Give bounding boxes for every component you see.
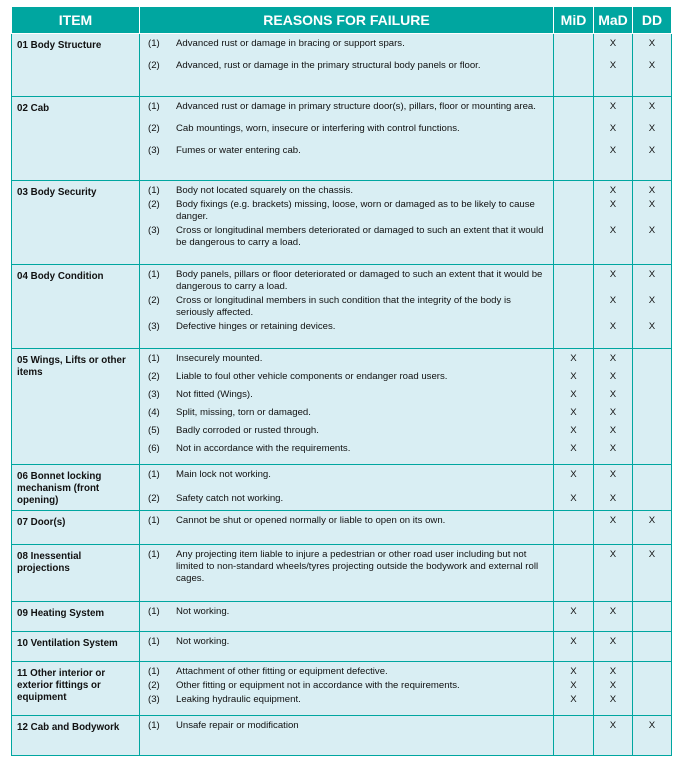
mid-mark: X	[570, 389, 577, 400]
mid-cell	[554, 97, 594, 181]
reasons-cell	[140, 181, 554, 265]
reason-text: Split, missing, torn or damaged.	[176, 407, 311, 418]
mad-cell	[594, 465, 633, 511]
mad-mark: X	[609, 680, 617, 691]
mad-mark: X	[609, 515, 617, 526]
mid-mark	[554, 513, 593, 527]
reason-line	[144, 513, 549, 527]
reason-number: (3)	[148, 694, 160, 705]
reason-line	[144, 99, 549, 113]
reason-number: (1)	[148, 101, 160, 112]
mid-mark: X	[570, 469, 577, 480]
dd-mark	[633, 467, 671, 481]
mad-cell	[594, 662, 633, 716]
mid-mark	[554, 718, 593, 732]
header-mid: MiD	[554, 7, 594, 34]
item-name: 06 Bonnet locking mechanism (front opening)	[12, 465, 140, 511]
dd-mark: X	[648, 295, 656, 306]
header-reasons: REASONS FOR FAILURE	[140, 7, 554, 34]
reason-text: Liable to foul other vehicle components or endanger road users.	[176, 371, 448, 382]
reasons-cell	[140, 602, 554, 632]
mad-mark: X	[609, 606, 617, 617]
reason-text: Leaking hydraulic equipment.	[176, 694, 301, 705]
dd-cell	[633, 465, 672, 511]
mad-mark: X	[609, 666, 617, 677]
mid-mark: X	[570, 680, 577, 691]
mad-mark: X	[609, 145, 617, 156]
mid-mark	[554, 267, 593, 293]
dd-mark	[633, 678, 671, 692]
reason-line	[144, 351, 549, 365]
reason-text: Attachment of other fitting or equipment defective.	[176, 666, 388, 677]
dd-mark	[633, 634, 671, 648]
table-row	[12, 97, 672, 181]
item-name: 05 Wings, Lifts or other items	[12, 349, 140, 465]
reason-number: (1)	[148, 185, 160, 196]
reasons-cell	[140, 34, 554, 97]
mad-mark: X	[609, 425, 617, 436]
mad-cell	[594, 34, 633, 97]
dd-mark	[633, 441, 671, 455]
dd-cell	[633, 716, 672, 756]
dd-mark	[633, 692, 671, 706]
mad-mark: X	[609, 694, 617, 705]
reason-line	[144, 491, 549, 505]
reason-text: Not fitted (Wings).	[176, 389, 253, 400]
mid-cell	[554, 34, 594, 97]
dd-cell	[633, 97, 672, 181]
reason-number: (3)	[148, 321, 160, 332]
reason-text: Safety catch not working.	[176, 493, 284, 504]
dd-cell	[633, 602, 672, 632]
mid-cell	[554, 632, 594, 662]
reason-line	[144, 678, 549, 692]
table-row	[12, 349, 672, 465]
mad-mark: X	[609, 493, 617, 504]
dd-cell	[633, 181, 672, 265]
reasons-cell	[140, 716, 554, 756]
item-name: 09 Heating System	[12, 602, 140, 632]
reason-number: (2)	[148, 123, 160, 134]
reason-text: Not working.	[176, 636, 230, 647]
reason-text: Cannot be shut or opened normally or liable to open on its own.	[176, 515, 446, 526]
dd-cell	[633, 632, 672, 662]
mad-mark: X	[609, 60, 617, 71]
mad-mark: X	[609, 199, 617, 210]
mid-mark	[554, 99, 593, 113]
table-row	[12, 545, 672, 602]
reason-number: (6)	[148, 443, 160, 454]
reason-line	[144, 718, 549, 732]
mad-mark: X	[609, 549, 617, 560]
dd-mark: X	[648, 101, 656, 112]
item-name: 11 Other interior or exterior fittings or equipment	[12, 662, 140, 716]
item-name: 12 Cab and Bodywork	[12, 716, 140, 756]
mad-cell	[594, 716, 633, 756]
dd-mark: X	[648, 185, 656, 196]
reason-text: Body panels, pillars or floor deteriorated or damaged to such an extent that it would be dangerous to carry a load.	[176, 269, 543, 292]
reason-number: (2)	[148, 199, 160, 210]
reason-number: (1)	[148, 469, 160, 480]
reason-line	[144, 143, 549, 157]
item-name: 04 Body Condition	[12, 265, 140, 349]
mid-cell	[554, 181, 594, 265]
table-header-row	[12, 7, 672, 34]
dd-mark: X	[648, 123, 656, 134]
dd-mark: X	[648, 145, 656, 156]
table-row	[12, 181, 672, 265]
item-name: 10 Ventilation System	[12, 632, 140, 662]
mad-cell	[594, 97, 633, 181]
mid-cell	[554, 511, 594, 545]
mid-mark: X	[570, 443, 577, 454]
reason-text: Fumes or water entering cab.	[176, 145, 301, 156]
mad-mark: X	[609, 371, 617, 382]
mid-mark	[554, 293, 593, 319]
reason-number: (1)	[148, 353, 160, 364]
dd-mark	[633, 405, 671, 419]
mad-cell	[594, 511, 633, 545]
reason-line	[144, 223, 549, 249]
mid-mark	[554, 223, 593, 249]
reasons-cell	[140, 265, 554, 349]
dd-mark: X	[648, 321, 656, 332]
reason-line	[144, 664, 549, 678]
dd-mark: X	[648, 549, 656, 560]
mad-mark: X	[609, 353, 617, 364]
reasons-cell	[140, 97, 554, 181]
reason-text: Any projecting item liable to injure a pedestrian or other road user including but not limited to non-standard wheels/tyres projecting outside the bodywork and external roll cages.	[176, 549, 539, 584]
mid-mark: X	[570, 606, 577, 617]
mid-mark: X	[570, 636, 577, 647]
mad-mark: X	[609, 38, 617, 49]
table-row	[12, 465, 672, 511]
mid-mark	[554, 58, 593, 72]
reason-number: (2)	[148, 493, 160, 504]
reason-text: Unsafe repair or modification	[176, 720, 299, 731]
mid-mark: X	[570, 353, 577, 364]
table-row	[12, 34, 672, 97]
reason-line	[144, 267, 549, 293]
header-dd: DD	[633, 7, 672, 34]
mad-mark: X	[609, 225, 617, 236]
dd-mark: X	[648, 720, 656, 731]
dd-mark	[633, 604, 671, 618]
mad-cell	[594, 349, 633, 465]
dd-cell	[633, 349, 672, 465]
table-row	[12, 716, 672, 756]
mid-mark: X	[570, 407, 577, 418]
dd-mark	[633, 351, 671, 365]
mid-cell	[554, 545, 594, 602]
mid-mark: X	[570, 371, 577, 382]
mad-cell	[594, 545, 633, 602]
reason-text: Advanced, rust or damage in the primary structural body panels or floor.	[176, 60, 481, 71]
table-row	[12, 662, 672, 716]
reason-line	[144, 319, 549, 333]
reason-number: (3)	[148, 145, 160, 156]
reason-text: Cross or longitudinal members deteriorated or damaged to such an extent that it would be dangerous to carry a load.	[176, 225, 544, 248]
reason-number: (2)	[148, 371, 160, 382]
mid-mark	[554, 319, 593, 333]
mad-cell	[594, 602, 633, 632]
dd-mark	[633, 387, 671, 401]
reasons-cell	[140, 632, 554, 662]
dd-mark: X	[648, 199, 656, 210]
reason-number: (1)	[148, 666, 160, 677]
mid-mark: X	[570, 493, 577, 504]
reasons-cell	[140, 545, 554, 602]
mid-mark: X	[570, 694, 577, 705]
reason-line	[144, 183, 549, 197]
mad-mark: X	[609, 636, 617, 647]
reason-line	[144, 547, 549, 585]
mad-mark: X	[609, 407, 617, 418]
dd-mark: X	[648, 225, 656, 236]
reason-line	[144, 634, 549, 648]
mad-mark: X	[609, 123, 617, 134]
dd-cell	[633, 511, 672, 545]
mid-cell	[554, 602, 594, 632]
mid-cell	[554, 662, 594, 716]
reason-line	[144, 604, 549, 618]
reason-number: (2)	[148, 60, 160, 71]
item-name: 02 Cab	[12, 97, 140, 181]
table-row	[12, 602, 672, 632]
table-row	[12, 632, 672, 662]
table-row	[12, 265, 672, 349]
reason-number: (1)	[148, 549, 160, 560]
dd-mark: X	[648, 269, 656, 280]
reason-line	[144, 692, 549, 706]
reason-text: Badly corroded or rusted through.	[176, 425, 319, 436]
mid-mark	[554, 121, 593, 135]
mad-mark: X	[609, 295, 617, 306]
reason-number: (1)	[148, 515, 160, 526]
reason-line	[144, 121, 549, 135]
mad-mark: X	[609, 443, 617, 454]
reason-number: (5)	[148, 425, 160, 436]
dd-cell	[633, 662, 672, 716]
mad-cell	[594, 632, 633, 662]
dd-mark: X	[648, 38, 656, 49]
reason-line	[144, 387, 549, 401]
reason-number: (4)	[148, 407, 160, 418]
dd-cell	[633, 34, 672, 97]
mad-cell	[594, 181, 633, 265]
reasons-cell	[140, 511, 554, 545]
reason-number: (1)	[148, 636, 160, 647]
reason-text: Advanced rust or damage in primary structure door(s), pillars, floor or mounting area.	[176, 101, 536, 112]
mad-mark: X	[609, 720, 617, 731]
reasons-cell	[140, 465, 554, 511]
reason-line	[144, 441, 549, 455]
reason-number: (1)	[148, 720, 160, 731]
dd-mark	[633, 491, 671, 505]
reason-line	[144, 293, 549, 319]
mad-mark: X	[609, 269, 617, 280]
dd-cell	[633, 265, 672, 349]
failure-table-container	[11, 6, 671, 756]
reason-text: Body not located squarely on the chassis.	[176, 185, 354, 196]
mid-cell	[554, 349, 594, 465]
mid-mark	[554, 547, 593, 585]
mid-mark	[554, 197, 593, 223]
reason-number: (1)	[148, 606, 160, 617]
mad-mark: X	[609, 185, 617, 196]
reason-number: (2)	[148, 295, 160, 306]
item-name: 08 Inessential projections	[12, 545, 140, 602]
dd-mark: X	[648, 515, 656, 526]
reason-text: Other fitting or equipment not in accordance with the requirements.	[176, 680, 460, 691]
reason-text: Advanced rust or damage in bracing or support spars.	[176, 38, 405, 49]
mid-mark: X	[570, 666, 577, 677]
reason-line	[144, 467, 549, 481]
reasons-cell	[140, 349, 554, 465]
mad-mark: X	[609, 321, 617, 332]
mad-mark: X	[609, 389, 617, 400]
reason-text: Defective hinges or retaining devices.	[176, 321, 336, 332]
reason-text: Cross or longitudinal members in such condition that the integrity of the body is seriously affected.	[176, 295, 511, 318]
reason-line	[144, 405, 549, 419]
item-name: 01 Body Structure	[12, 34, 140, 97]
reasons-cell	[140, 662, 554, 716]
failure-reasons-table	[11, 6, 672, 756]
reason-text: Cab mountings, worn, insecure or interfering with control functions.	[176, 123, 460, 134]
reason-number: (3)	[148, 225, 160, 236]
reason-line	[144, 36, 549, 50]
dd-mark: X	[648, 60, 656, 71]
mad-mark: X	[609, 469, 617, 480]
table-row	[12, 511, 672, 545]
reason-text: Not working.	[176, 606, 230, 617]
header-item: ITEM	[12, 7, 140, 34]
reason-number: (2)	[148, 680, 160, 691]
reason-text: Insecurely mounted.	[176, 353, 263, 364]
dd-mark	[633, 369, 671, 383]
reason-text: Main lock not working.	[176, 469, 271, 480]
reason-text: Body fixings (e.g. brackets) missing, loose, worn or damaged as to be likely to cause danger.	[176, 199, 535, 222]
mid-cell	[554, 716, 594, 756]
dd-mark	[633, 664, 671, 678]
reason-line	[144, 197, 549, 223]
mid-cell	[554, 465, 594, 511]
reason-line	[144, 423, 549, 437]
mid-mark	[554, 36, 593, 50]
mad-cell	[594, 265, 633, 349]
reason-number: (1)	[148, 269, 160, 280]
reason-text: Not in accordance with the requirements.	[176, 443, 351, 454]
header-mad: MaD	[594, 7, 633, 34]
reason-line	[144, 58, 549, 72]
mid-mark: X	[570, 425, 577, 436]
mid-mark	[554, 143, 593, 157]
mid-cell	[554, 265, 594, 349]
dd-cell	[633, 545, 672, 602]
item-name: 07 Door(s)	[12, 511, 140, 545]
mad-mark: X	[609, 101, 617, 112]
reason-number: (1)	[148, 38, 160, 49]
item-name: 03 Body Security	[12, 181, 140, 265]
mid-mark	[554, 183, 593, 197]
dd-mark	[633, 423, 671, 437]
reason-number: (3)	[148, 389, 160, 400]
reason-line	[144, 369, 549, 383]
